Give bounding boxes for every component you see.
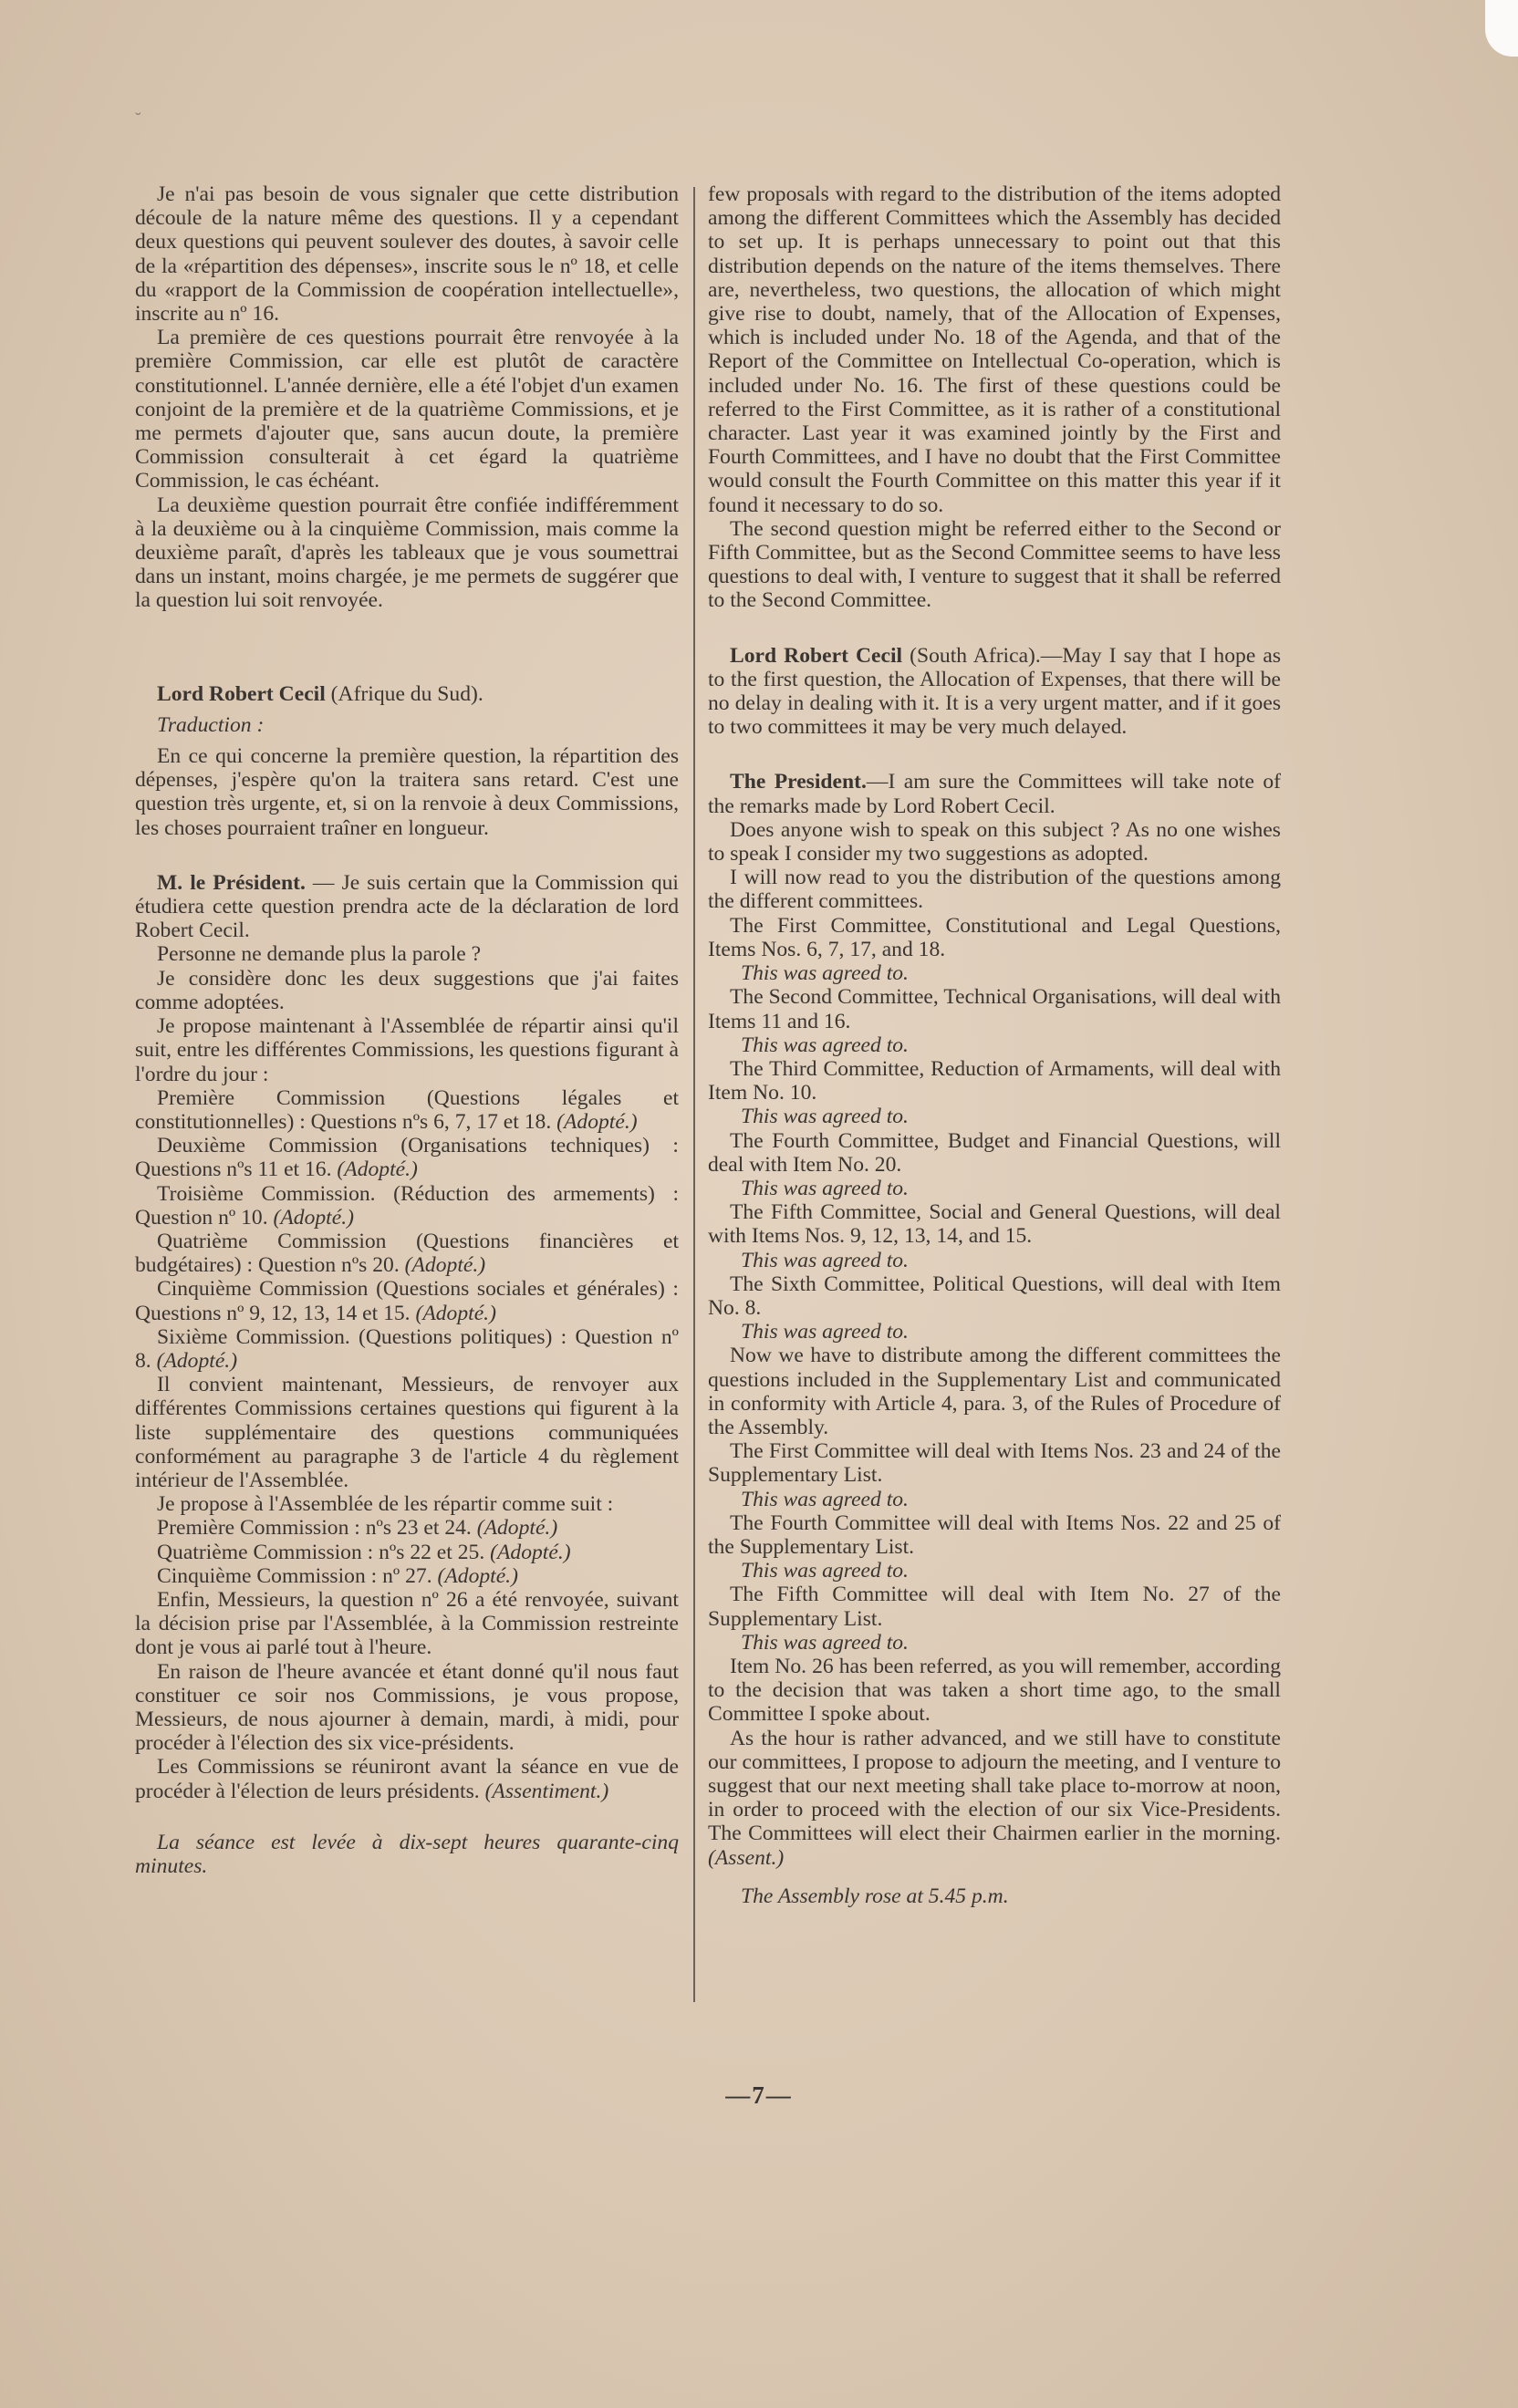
- en-paragraph-1: few proposals with regard to the distribution of the items adopted among the different Committees which the Assembly has decided to set up. It is perhaps unnecessary to point out that this distribution depends on the nature of the items themselves. There are, nevertheless, two questions, the allocation of which might give rise to doubt, namely, that of the Allocation of Expenses, which is included under No. 18 of the Agenda, and that of the Report of the Committee on Intellectual Co-operation, which is included under No. 16. The first of these questions could be referred to the First Committee, as it is rather of a constitutional character. Last year it was examined jointly by the First and Fourth Committees, and I have no doubt that the First Committee would consult the Fourth Committee on this matter this year if it found it necessary to do so.: [708, 182, 1281, 517]
- en-president-text: —I am sure the Committees will take note of the remarks made by Lord Robert Cecil.: [708, 770, 1281, 818]
- fr-adopte-3: (Adopté.): [273, 1205, 354, 1230]
- en-supp-2: The Fourth Committee will deal with Items Nos. 22 and 25 of the Supplementary List.: [708, 1510, 1281, 1559]
- fr-adopte-2: (Adopté.): [337, 1157, 418, 1182]
- page-corner: [1485, 0, 1518, 57]
- en-cecil-text: (South Africa).—May I say that I hope as to the first question, the Allocation of Expenses, that there will be no delay in dealing with it. It is a very urgent matter, and if it goes to two committees it may be very much delayed.: [708, 643, 1281, 740]
- fr-line-4: Il convient maintenant, Messieurs, de renvoyer aux différentes Commissions certaines questions qui figurent à la liste supplémentaire des questions communiquées conformément au paragraphe 3 de l'article 4 du règlement intérieur de l'Assemblée.: [135, 1373, 679, 1492]
- en-assent: (Assent.): [708, 1845, 785, 1870]
- fr-commission-5-text: Cinquième Commission (Questions sociales et générales) : Questions nº 9, 12, 13, 14 et 15.: [135, 1277, 679, 1325]
- en-line-5-text: As the hour is rather advanced, and we still have to constitute our committees, I propose to adjourn the meeting, and I venture to suggest that our next meeting shall take place to-morrow at noon, in order to proceed with the election of our six Vice-Presidents. The Committees will elect their Chairmen earlier in the morning.: [708, 1726, 1281, 1846]
- en-committee-5: The Fifth Committee, Social and General Questions, will deal with Items Nos. 9, 12, 13, 14, and 15.: [708, 1200, 1281, 1249]
- fr-commission-2: [135, 1134, 679, 1181]
- en-agreed-8: This was agreed to.: [741, 1559, 909, 1583]
- fr-supp-1-text: Première Commission : nºs 23 et 24.: [157, 1516, 472, 1541]
- column-divider: [693, 187, 695, 2002]
- french-column: [135, 182, 679, 1878]
- page-number: —7—: [725, 2081, 793, 2109]
- fr-commission-2-text: Deuxième Commission (Organisations techniques) : Questions nºs 11 et 16.: [135, 1134, 679, 1182]
- en-line-1: Does anyone wish to speak on this subject ? As no one wishes to speak I consider my two suggestions as adopted.: [708, 817, 1281, 867]
- en-line-4: Item No. 26 has been referred, as you will remember, according to the decision that was taken a short time ago, to the small Committee I spoke about.: [708, 1654, 1281, 1727]
- fr-supp-2: [135, 1541, 679, 1564]
- fr-speaker-president: M. le Président.: [157, 870, 306, 895]
- fr-commission-1: [135, 1086, 679, 1134]
- fr-supp-2-text: Quatrième Commission : nºs 22 et 25.: [157, 1540, 485, 1564]
- en-agreed-5: This was agreed to.: [741, 1248, 909, 1272]
- en-line-3: Now we have to distribute among the different committees the questions included in the Supplementary List and communicated in conformity with Article 4, para. 3, of the Rules of Procedure of the Assembly.: [708, 1344, 1281, 1439]
- en-agreed-4: This was agreed to.: [741, 1176, 909, 1200]
- fr-commission-3: [135, 1182, 679, 1230]
- fr-adopte-7: (Adopté.): [476, 1516, 558, 1541]
- fr-supp-3-text: Cinquième Commission : nº 27.: [157, 1563, 432, 1588]
- fr-commission-4: [135, 1230, 679, 1277]
- fr-paragraph-3: La deuxième question pourrait être confiée indifféremment à la deuxième ou à la cinquième Commission, mais comme la deuxième paraît, d'après les tableaux que je vous soumettrai dans un instant, moins chargée, je me permets de suggérer que la question lui soit renvoyée.: [135, 493, 679, 613]
- en-line-5: [708, 1727, 1281, 1870]
- en-committee-3: The Third Committee, Reduction of Armaments, will deal with Item No. 10.: [708, 1056, 1281, 1105]
- fr-president-text: — Je suis certain que la Commission qui étudiera cette question prendra acte de la déclaration de lord Robert Cecil.: [135, 870, 679, 943]
- en-committee-6: The Sixth Committee, Political Questions, will deal with Item No. 8.: [708, 1271, 1281, 1320]
- en-committee-4: The Fourth Committee, Budget and Financial Questions, will deal with Item No. 20.: [708, 1128, 1281, 1177]
- fr-line-5: Je propose à l'Assemblée de les répartir comme suit :: [157, 1492, 614, 1517]
- fr-adopte-9: (Adopté.): [437, 1563, 518, 1588]
- fr-line-7: En raison de l'heure avancée et étant donné qu'il nous faut constituer ce soir nos Commissions, je vous propose, Messieurs, de nous ajourner à demain, mardi, à midi, pour procéder à l'élection des six vice-présidents.: [135, 1659, 679, 1756]
- en-agreed-9: This was agreed to.: [741, 1630, 909, 1655]
- fr-closing: La séance est levée à dix-sept heures quarante-cinq minutes.: [135, 1830, 679, 1878]
- fr-paragraph-2: La première de ces questions pourrait être renvoyée à la première Commission, car elle est plutôt de caractère constitutionnel. L'année dernière, elle a été l'objet d'un examen conjoint de la première et de la quatrième Commissions, et je me permets d'ajouter que, sans aucun doute, la première Commission consulterait à cet égard la quatrième Commission, le cas échéant.: [135, 326, 679, 493]
- fr-supp-1: [135, 1516, 679, 1540]
- fr-assentiment: (Assentiment.): [484, 1779, 609, 1803]
- en-speaker-president: The President.: [730, 770, 867, 794]
- en-agreed-1: This was agreed to.: [741, 961, 909, 986]
- fr-line-1: Personne ne demande plus la parole ?: [157, 942, 482, 967]
- fr-line-8: [135, 1755, 679, 1802]
- fr-paragraph-1: Je n'ai pas besoin de vous signaler que cette distribution découle de la nature même des questions. Il y a cependant deux questions qui peuvent soulever des doutes, à savoir celle de la «répartition des dépenses», inscrite sous le nº 18, et celle du «rapport de la Commission de coopération intellectuelle», inscrite au nº 16.: [135, 182, 679, 327]
- fr-adopte-1: (Adopté.): [556, 1109, 638, 1134]
- en-agreed-6: This was agreed to.: [741, 1320, 909, 1344]
- en-speaker-cecil: Lord Robert Cecil: [730, 643, 903, 668]
- fr-line-2: Je considère donc les deux suggestions que j'ai faites comme adoptées.: [135, 966, 679, 1014]
- fr-cecil-heading: [135, 682, 679, 706]
- en-committee-1: The First Committee, Constitutional and Legal Questions, Items Nos. 6, 7, 17, and 18.: [708, 913, 1281, 961]
- en-line-2: I will now read to you the distribution of the questions among the different committees.: [708, 866, 1281, 914]
- fr-cecil-country: (Afrique du Sud).: [325, 681, 483, 706]
- en-agreed-2: This was agreed to.: [741, 1033, 909, 1057]
- fr-adopte-5: (Adopté.): [415, 1301, 496, 1325]
- en-agreed-7: This was agreed to.: [741, 1487, 909, 1511]
- en-supp-3: The Fifth Committee will deal with Item No. 27 of the Supplementary List.: [708, 1583, 1281, 1631]
- en-cecil-paragraph: [708, 644, 1281, 740]
- fr-line-6: Enfin, Messieurs, la question nº 26 a été renvoyée, suivant la décision prise par l'Assemblée, à la Commission restreinte dont je vous ai parlé tout à l'heure.: [135, 1587, 679, 1660]
- fr-traduction: Traduction :: [157, 712, 265, 737]
- fr-cecil-text: En ce qui concerne la première question, la répartition des dépenses, j'espère qu'on la traitera sans retard. C'est une question très urgente, et, si on la renvoie à deux Commissions, les choses pourraient traîner en longueur.: [135, 744, 679, 840]
- fr-commission-6: [135, 1325, 679, 1373]
- en-closing: The Assembly rose at 5.45 p.m.: [741, 1884, 1009, 1908]
- en-committee-2: The Second Committee, Technical Organisations, will deal with Items 11 and 16.: [708, 985, 1281, 1033]
- fr-speaker-cecil: Lord Robert Cecil: [157, 681, 326, 706]
- en-supp-1: The First Committee will deal with Items Nos. 23 and 24 of the Supplementary List.: [708, 1439, 1281, 1488]
- fr-commission-6-text: Sixième Commission. (Questions politiques) : Question nº 8.: [135, 1324, 679, 1373]
- fr-adopte-4: (Adopté.): [404, 1253, 486, 1278]
- en-agreed-3: This was agreed to.: [741, 1105, 909, 1129]
- fr-adopte-8: (Adopté.): [490, 1540, 571, 1564]
- fr-commission-3-text: Troisième Commission. (Réduction des armements) : Question nº 10.: [135, 1181, 679, 1230]
- fr-commission-1-text: Première Commission (Questions légales et constitutionnelles) : Questions nºs 6, 7, 17 et 18.: [135, 1085, 679, 1134]
- ink-speck: ˘: [135, 109, 141, 130]
- fr-line-3: Je propose maintenant à l'Assemblée de répartir ainsi qu'il suit, entre les différentes Commissions, les questions figurant à l'ordre du jour :: [135, 1014, 679, 1086]
- en-paragraph-2: The second question might be referred either to the Second or Fifth Committee, but as the Second Committee seems to have less questions to deal with, I venture to suggest that it shall be referred to the Second Committee.: [708, 516, 1281, 613]
- fr-line-8-text: Les Commissions se réuniront avant la séance en vue de procéder à l'élection de leurs présidents.: [135, 1755, 679, 1803]
- fr-adopte-6: (Adopté.): [156, 1348, 238, 1373]
- english-column: [708, 182, 1281, 1908]
- en-president-paragraph: [708, 770, 1281, 817]
- fr-commission-5: [135, 1277, 679, 1324]
- fr-president-paragraph: [135, 871, 679, 943]
- fr-commission-4-text: Quatrième Commission (Questions financières et budgétaires) : Question nºs 20.: [135, 1229, 679, 1278]
- fr-supp-3: [135, 1564, 679, 1588]
